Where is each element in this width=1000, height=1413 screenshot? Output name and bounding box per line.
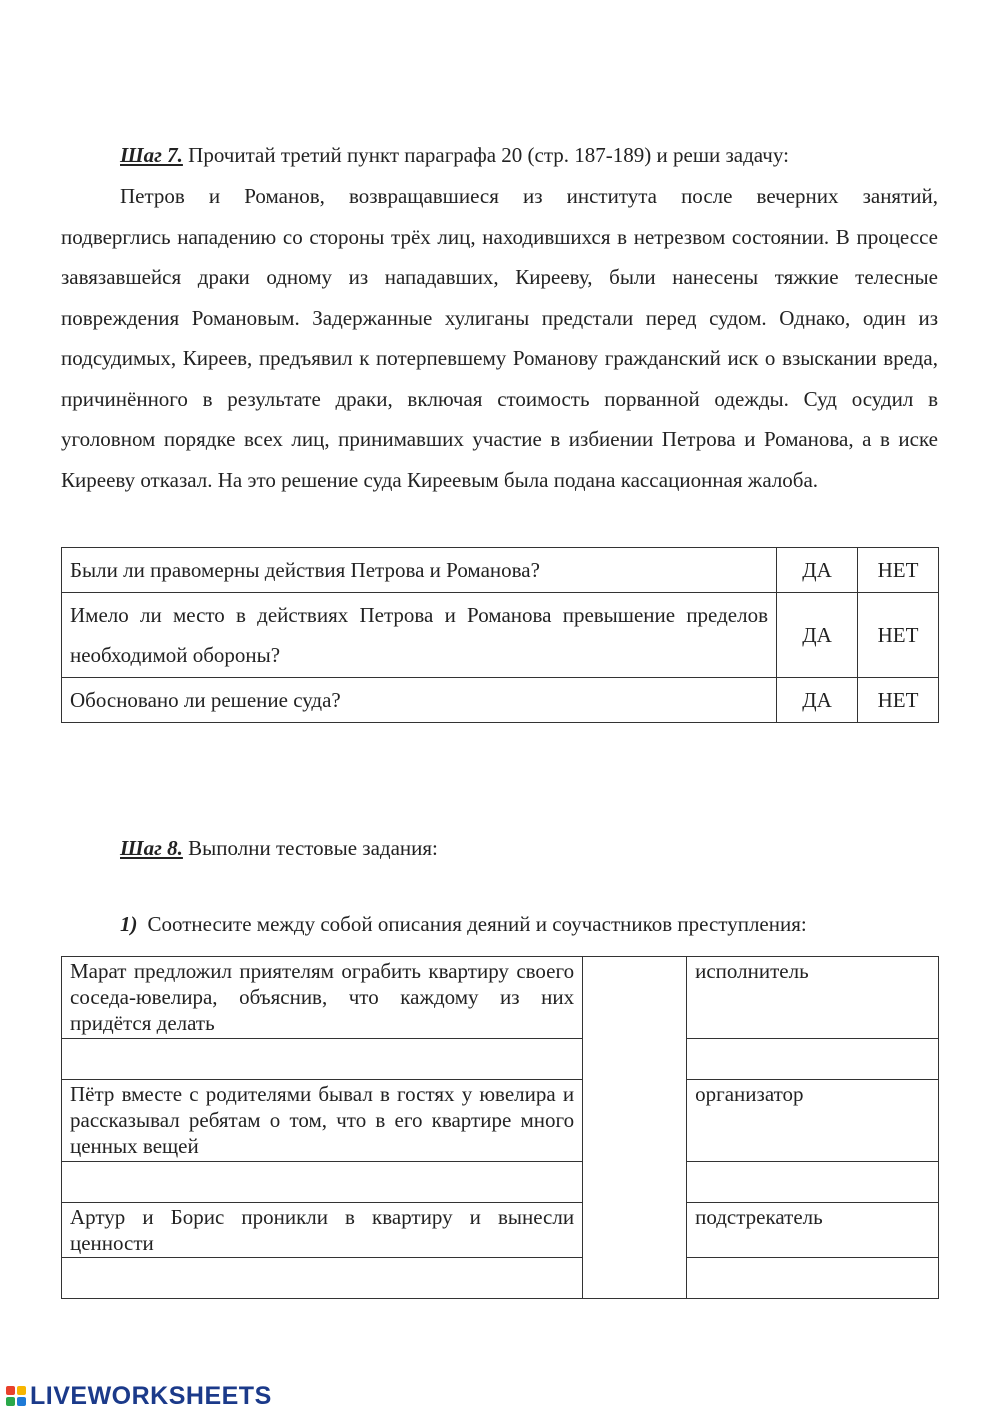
- blank-cell: [687, 1258, 939, 1299]
- question-text: Обосновано ли решение суда?: [62, 678, 777, 723]
- case-story: [61, 176, 938, 500]
- match-row: [62, 1203, 939, 1258]
- role-label[interactable]: исполнитель: [687, 957, 939, 1039]
- step8-label: Шаг 8.: [120, 836, 183, 860]
- step8-instruction: Выполни тестовые задания:: [182, 836, 438, 860]
- matching-area: [583, 957, 687, 1299]
- answer-yes-option[interactable]: ДА: [777, 678, 858, 723]
- task1-instruction: Соотнесите между собой описания деяний и соучастников преступления:: [147, 912, 807, 936]
- liveworksheets-logo: [6, 1380, 272, 1412]
- question-row: [62, 678, 939, 723]
- blank-cell: [687, 1162, 939, 1203]
- question-text: Имело ли место в действиях Петрова и Романова превышение пределов необходимой обороны?: [62, 593, 777, 678]
- role-label[interactable]: подстрекатель: [687, 1203, 939, 1258]
- blank-cell: [687, 1039, 939, 1080]
- answer-no-option[interactable]: НЕТ: [858, 593, 939, 678]
- role-label[interactable]: организатор: [687, 1080, 939, 1162]
- case-story-first-line: Петров и Романов, возвращавшиеся из института после вечерних занятий,: [120, 184, 938, 208]
- blank-cell: [62, 1039, 583, 1080]
- step7-label: Шаг 7.: [120, 143, 183, 167]
- answer-yes-option[interactable]: ДА: [777, 593, 858, 678]
- deed-description[interactable]: Артур и Борис проникли в квартиру и вынесли ценности: [62, 1203, 583, 1258]
- question-row: [62, 548, 939, 593]
- answer-yes-option[interactable]: ДА: [777, 548, 858, 593]
- blank-row: [62, 1162, 939, 1203]
- answer-no-option[interactable]: НЕТ: [858, 548, 939, 593]
- answer-no-option[interactable]: НЕТ: [858, 678, 939, 723]
- logo-text: LIVEWORKSHEETS: [30, 1381, 272, 1410]
- questions-table: [61, 547, 939, 723]
- task1-heading: [120, 912, 807, 937]
- blank-row: [62, 1258, 939, 1299]
- blank-cell: [62, 1162, 583, 1203]
- deed-description[interactable]: Пётр вместе с родителями бывал в гостях у ювелира и рассказывал ребятам о том, что в его квартире много ценных вещей: [62, 1080, 583, 1162]
- blank-cell: [62, 1258, 583, 1299]
- question-text: Были ли правомерны действия Петрова и Романова?: [62, 548, 777, 593]
- match-row: [62, 1080, 939, 1162]
- match-row: [62, 957, 939, 1039]
- logo-blocks-icon: [6, 1386, 26, 1406]
- step8-heading: [120, 836, 438, 861]
- step7-heading: [120, 143, 789, 168]
- task1-number: 1): [120, 912, 138, 936]
- matching-table: [61, 956, 939, 1299]
- blank-row: [62, 1039, 939, 1080]
- case-story-body: подверглись нападению со стороны трёх лиц, находившихся в нетрезвом состоянии. В процессе завязавшейся драки одному из нападавших, Кирееву, были нанесены тяжкие телесные повреждения Романовым. Задержанные хулиганы предстали перед судом. Однако, один из подсудимых, Киреев, предъявил к потерпевшему Романову гражданский иск о взыскании вреда, причинённого в результате драки, включая стоимость порванной одежды. Суд осудил в уголовном порядке всех лиц, принимавших участие в избиении Петрова и Романова, а в иске Кирееву отказал. На это решение суда Киреевым была подана кассационная жалоба.: [61, 224, 938, 492]
- question-row: [62, 593, 939, 678]
- step7-instruction: Прочитай третий пункт параграфа 20 (стр. 187-189) и реши задачу:: [182, 143, 789, 167]
- deed-description[interactable]: Марат предложил приятелям ограбить квартиру своего соседа-ювелира, объяснив, что каждому из них придётся делать: [62, 957, 583, 1039]
